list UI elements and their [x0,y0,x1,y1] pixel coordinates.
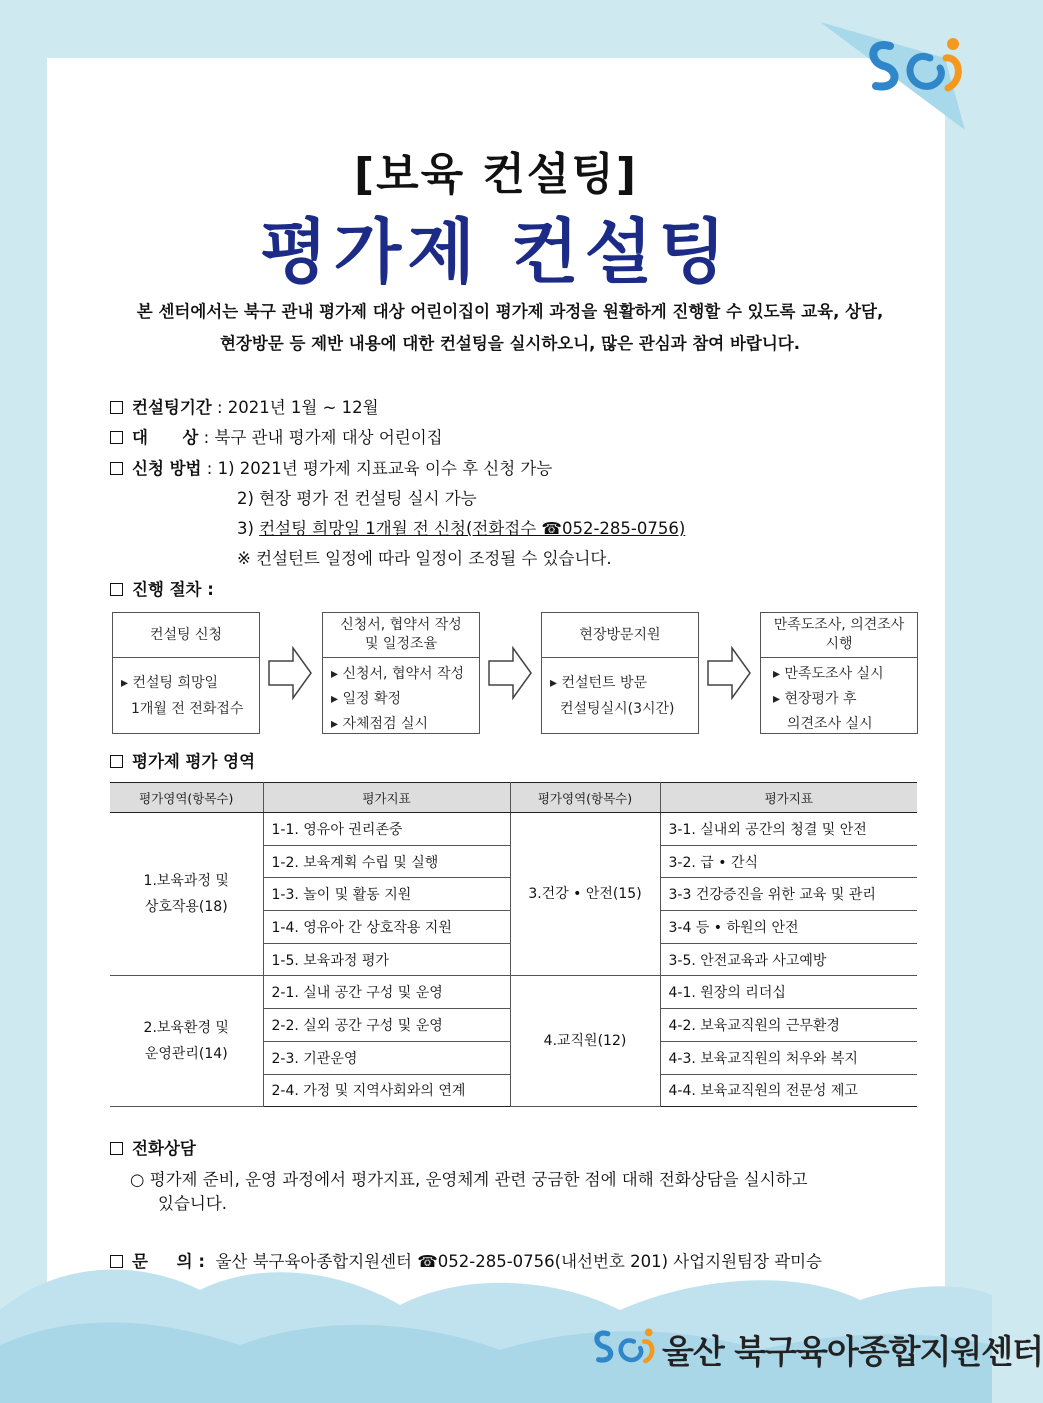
indicator-cell: 1-4. 영유아 간 상호작용 지원 [263,911,510,944]
target-label: 대 상 [132,428,199,447]
area-label: 2.보육환경 및 운영관리(14) [143,1020,229,1063]
area-label: 1.보육과정 및 상호작용(18) [143,873,229,916]
target-value: : 북구 관내 평가제 대상 어린이집 [203,428,443,447]
step-body [761,658,917,737]
step-item: ▸ 현장평가 후 [773,691,857,707]
indicator-cell: 1-3. 놀이 및 활동 지원 [263,878,510,911]
method-item-3 [237,515,685,539]
step-body [113,658,259,722]
checkbox-icon [110,1142,123,1155]
method-item-1: : 1) 2021년 평가제 지표교육 이수 후 신청 가능 [206,459,553,478]
table-header: 평가영역(항목수) [110,783,263,813]
evaluation-table [110,782,917,1107]
method-note: ※ 컨설턴트 일정에 따라 일정이 조정될 수 있습니다. [237,549,612,568]
intro-line-2: 현장방문 등 제반 내용에 대한 컨설팅을 실시하오니, 많은 관심과 참여 바랍니다. [219,334,801,353]
phone-heading-row [110,1135,196,1159]
step-title: 만족도조사, 의견조사 시행 [761,613,917,658]
phone-text-line-2: 있습니다. [158,1194,228,1213]
step-title: 컨설팅 신청 [113,613,259,658]
step-item: 의견조사 실시 [787,716,873,732]
method-row [110,455,552,479]
area-cell [110,813,263,976]
method-item-2: 2) 현장 평가 전 컨설팅 실시 가능 [237,489,477,508]
indicator-cell: 1-5. 보육과정 평가 [263,943,510,976]
indicator-cell: 1-2. 보육계획 수립 및 실행 [263,845,510,878]
arrow-right-icon [706,645,752,701]
table-row [110,813,917,846]
target-row [110,424,443,448]
step-item: ▸ 컨설팅 희망일 [121,675,219,691]
checkbox-icon [110,583,123,596]
process-step-3 [541,612,699,734]
evaluation-heading-row [110,748,255,772]
step-item: 컨설팅실시(3시간) [560,701,675,717]
indicator-cell: 3-5. 안전교육과 사고예방 [660,943,917,976]
process-step-4 [760,612,918,734]
arrow-right-icon [267,645,313,701]
indicator-cell: 3-2. 급 • 간식 [660,845,917,878]
checkbox-icon [110,755,123,768]
table-header: 평가영역(항목수) [510,783,660,813]
checkbox-icon [110,401,123,414]
period-label: 컨설팅기간 [132,398,212,417]
step-item: ▸ 컨설턴트 방문 [550,675,648,691]
indicator-cell: 4-3. 보육교직원의 처우와 복지 [660,1041,917,1074]
step-item: 1개월 전 전화접수 [131,701,244,717]
checkbox-icon [110,431,123,444]
period-value: : 2021년 1월 ~ 12월 [216,398,379,417]
step-body [542,658,698,722]
footer-org-name: 울산 북구육아종합지원센터 [662,1332,1043,1371]
period-row [110,394,379,418]
table-header-row [110,783,917,813]
table-header: 평가지표 [263,783,510,813]
indicator-cell: 3-3 건강증진을 위한 교육 및 관리 [660,878,917,911]
phone-text-line-1: ○ 평가제 준비, 운영 과정에서 평가지표, 운영체계 관련 궁금한 점에 대해 전화상담을 실시하고 [130,1170,808,1189]
indicator-cell: 3-1. 실내외 공간의 청결 및 안전 [660,813,917,846]
area-cell [110,976,263,1107]
contact-row [110,1248,822,1272]
process-label: 진행 절차 : [132,580,214,599]
table-header: 평가지표 [660,783,917,813]
process-step-1 [112,612,260,734]
area-cell: 3.건강 • 안전(15) [510,813,660,976]
table-row [110,976,917,1009]
step-item: ▸ 일정 확정 [331,691,402,707]
title-small: [보육 컨설팅] [353,149,639,200]
footer-logo [588,1318,1043,1378]
phone-heading: 전화상담 [132,1139,196,1158]
method-3-text: 컨설팅 희망일 1개월 전 신청(전화접수 ☎052-285-0756) [259,519,686,538]
indicator-cell: 2-1. 실내 공간 구성 및 운영 [263,976,510,1009]
method-3-prefix: 3) [237,519,260,538]
step-item: ▸ 만족도조사 실시 [773,666,884,682]
indicator-cell: 1-1. 영유아 권리존중 [263,813,510,846]
indicator-cell: 4-2. 보육교직원의 근무환경 [660,1009,917,1042]
intro-line-1: 본 센터에서는 북구 관내 평가제 대상 어린이집이 평가제 과정을 원활하게 진행할 수 있도록 교육, 상담, [136,302,884,321]
contact-label: 문 의 : [132,1252,205,1271]
indicator-cell: 4-1. 원장의 리더십 [660,976,917,1009]
evaluation-heading: 평가제 평가 영역 [132,752,256,771]
indicator-cell: 2-2. 실외 공간 구성 및 운영 [263,1009,510,1042]
step-title: 현장방문지원 [542,613,698,658]
step-item: ▸ 자체점검 실시 [331,716,429,732]
process-row [110,576,214,600]
center-logo-icon [860,28,970,108]
arrow-right-icon [487,645,533,701]
indicator-cell: 2-3. 기관운영 [263,1041,510,1074]
title-large: 평가제 컨설팅 [259,211,733,293]
process-step-2 [322,612,480,734]
area-cell: 4.교직원(12) [510,976,660,1107]
step-body [323,658,479,737]
step-item: ▸ 신청서, 협약서 작성 [331,666,465,682]
method-label: 신청 방법 [132,459,202,478]
contact-value: 울산 북구육아종합지원센터 ☎052-285-0756(내선번호 201) 사업지원팀장 곽미승 [215,1252,822,1271]
checkbox-icon [110,462,123,475]
center-logo-icon [588,1322,660,1374]
indicator-cell: 4-4. 보육교직원의 전문성 제고 [660,1074,917,1107]
checkbox-icon [110,1255,123,1268]
intro-text [100,296,920,360]
indicator-cell: 3-4 등 • 하원의 안전 [660,911,917,944]
step-title: 신청서, 협약서 작성 및 일정조율 [323,613,479,658]
indicator-cell: 2-4. 가정 및 지역사회와의 연계 [263,1074,510,1107]
